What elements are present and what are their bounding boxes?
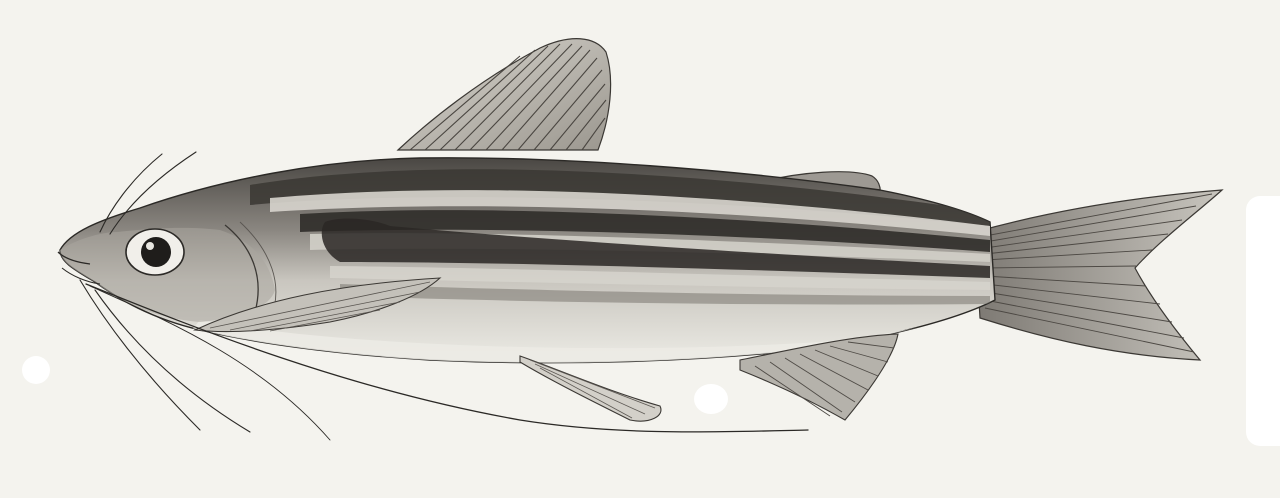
caudal-fin bbox=[975, 190, 1222, 360]
pelvic-fin bbox=[520, 356, 661, 421]
dorsal-fin bbox=[398, 39, 611, 150]
paper-spot bbox=[694, 384, 728, 414]
fish-eye bbox=[126, 229, 184, 275]
paper-edge-decoration bbox=[1246, 196, 1280, 446]
paper-spot bbox=[22, 356, 50, 384]
